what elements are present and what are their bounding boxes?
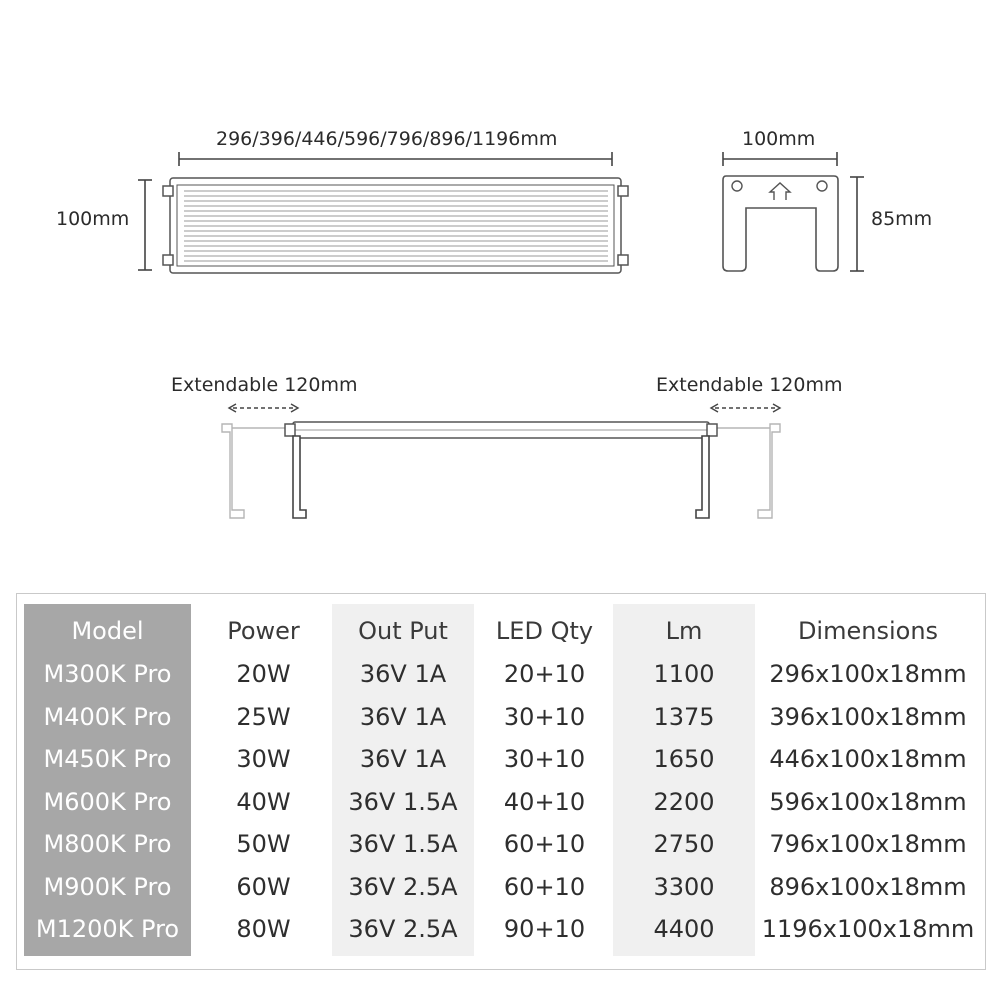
extend-left-arrow: [229, 404, 298, 412]
row-7-dimensions: 1196x100x18mm: [761, 915, 975, 943]
model-column-bg: [24, 604, 191, 956]
row-1-power: 20W: [236, 660, 291, 688]
side-view-brackets: [293, 436, 709, 518]
top-length-label: 296/396/446/596/796/896/1196mm: [216, 128, 558, 150]
row-7-led-qty: 90+10: [503, 915, 586, 943]
header-dimensions: Dimensions: [797, 617, 939, 645]
row-6-output: 36V 2.5A: [348, 873, 458, 901]
end-width-dimension-line: [723, 152, 837, 166]
width-dimension-line: [138, 180, 152, 270]
row-7-output: 36V 2.5A: [348, 915, 458, 943]
row-4-lumen: 2200: [653, 788, 715, 816]
end-width-label: 100mm: [742, 128, 816, 150]
row-6-model: M900K Pro: [43, 873, 172, 901]
row-7-lumen: 4400: [653, 915, 715, 943]
row-2-lumen: 1375: [653, 703, 715, 731]
extend-right-label: Extendable 120mm: [656, 374, 843, 396]
row-2-output: 36V 1A: [359, 703, 447, 731]
row-6-led-qty: 60+10: [503, 873, 586, 901]
row-2-power: 25W: [236, 703, 291, 731]
length-dimension-line: [179, 152, 612, 166]
row-6-power: 60W: [236, 873, 291, 901]
output-column-bg: [332, 604, 474, 956]
end-height-label: 85mm: [871, 208, 933, 230]
row-2-model: M400K Pro: [43, 703, 172, 731]
row-5-output: 36V 1.5A: [348, 830, 458, 858]
row-7-power: 80W: [236, 915, 291, 943]
spec-table: [16, 593, 986, 970]
row-2-dimensions: 396x100x18mm: [769, 703, 967, 731]
row-1-dimensions: 296x100x18mm: [769, 660, 967, 688]
row-7-model: M1200K Pro: [35, 915, 180, 943]
row-3-dimensions: 446x100x18mm: [769, 745, 967, 773]
row-6-lumen: 3300: [653, 873, 715, 901]
row-2-led-qty: 30+10: [503, 703, 586, 731]
row-1-lumen: 1100: [653, 660, 715, 688]
row-3-power: 30W: [236, 745, 291, 773]
row-1-model: M300K Pro: [43, 660, 172, 688]
end-height-dimension-line: [850, 177, 864, 271]
extend-left-label: Extendable 120mm: [171, 374, 358, 396]
row-3-led-qty: 30+10: [503, 745, 586, 773]
header-led-qty: LED Qty: [495, 617, 594, 645]
extend-right-arrow: [711, 404, 780, 412]
row-6-dimensions: 896x100x18mm: [769, 873, 967, 901]
side-view-light: [285, 422, 717, 438]
header-output: Out Put: [358, 617, 448, 645]
row-3-model: M450K Pro: [43, 745, 172, 773]
row-5-dimensions: 796x100x18mm: [769, 830, 967, 858]
row-4-output: 36V 1.5A: [348, 788, 458, 816]
top-view-fins: [184, 191, 608, 261]
row-4-led-qty: 40+10: [503, 788, 586, 816]
row-5-lumen: 2750: [653, 830, 715, 858]
row-5-led-qty: 60+10: [503, 830, 586, 858]
header-model: Model: [71, 617, 144, 645]
row-1-led-qty: 20+10: [503, 660, 586, 688]
row-4-power: 40W: [236, 788, 291, 816]
row-4-dimensions: 596x100x18mm: [769, 788, 967, 816]
row-3-lumen: 1650: [653, 745, 715, 773]
row-4-model: M600K Pro: [43, 788, 172, 816]
row-5-model: M800K Pro: [43, 830, 172, 858]
row-1-output: 36V 1A: [359, 660, 447, 688]
row-3-output: 36V 1A: [359, 745, 447, 773]
row-5-power: 50W: [236, 830, 291, 858]
header-lumen: Lm: [665, 617, 703, 645]
top-width-label: 100mm: [56, 208, 130, 230]
header-power: Power: [227, 617, 300, 645]
lumen-column-bg: [613, 604, 755, 956]
